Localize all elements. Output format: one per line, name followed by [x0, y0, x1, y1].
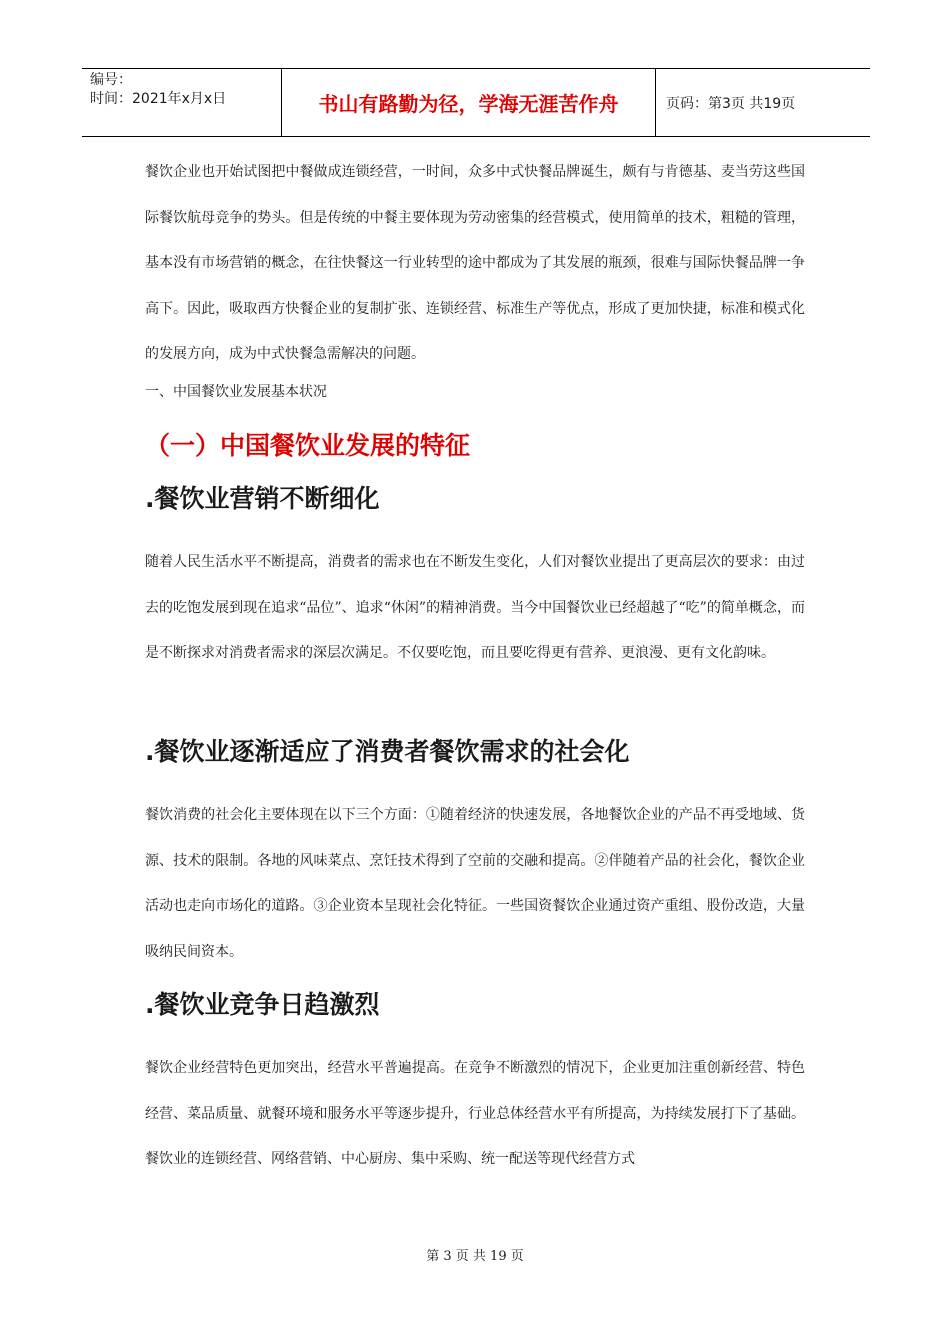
intro-block	[145, 150, 805, 378]
point-title-1: .餐饮业营销不断细化	[145, 484, 380, 513]
point-body-2: 餐饮消费的社会化主要体现在以下三个方面：①随着经济的快速发展，各地餐饮企业的产品不再受地域、货源、技术的限制。各地的风味菜点、烹饪技术得到了空前的交融和提高。②伴随着产品的社会化，餐饮企业活动也走向市场化的道路。③企业资本呈现社会化特征。一些国资餐饮企业通过资产重组、股份改造，大量吸纳民间资本。	[145, 807, 805, 960]
serial-label: 编号：	[90, 72, 132, 88]
point-body-3: 餐饮企业经营特色更加突出，经营水平普遍提高。在竞争不断激烈的情况下，企业更加注重创新经营、特色经营、菜品质量、就餐环境和服务水平等逐步提升，行业总体经营水平有所提高，为持续发展打下了基础。餐饮业的连锁经营、网络营销、中心厨房、集中采购、统一配送等现代经营方式	[145, 1060, 805, 1168]
time-label: 时间：2021年x月x日	[90, 91, 227, 107]
point-body-3-block	[145, 1046, 805, 1183]
header-page-info: 页码：第3页 共19页	[666, 95, 796, 112]
point-title-2: .餐饮业逐渐适应了消费者餐饮需求的社会化	[145, 737, 630, 766]
subsection-title: （一）中国餐饮业发展的特征	[145, 431, 471, 460]
section-title: 一、中国餐饮业发展基本状况	[145, 384, 327, 400]
point-body-1: 随着人民生活水平不断提高，消费者的需求也在不断发生变化，人们对餐饮业提出了更高层次的要求：由过去的吃饱发展到现在追求“品位”、追求“休闲”的精神消费。当今中国餐饮业已经超越了“吃”的简单概念，而是不断探求对消费者需求的深层次满足。不仅要吃饱，而且要吃得更有营养、更浪漫、更有文化韵味。	[145, 554, 805, 662]
page-footer: 第 3 页 共 19 页	[426, 1249, 524, 1264]
point-title-3: .餐饮业竞争日趋激烈	[145, 990, 380, 1019]
intro-paragraph: 餐饮企业也开始试图把中餐做成连锁经营，一时间，众多中式快餐品牌诞生，颇有与肯德基、麦当劳这些国际餐饮航母竞争的势头。但是传统的中餐主要体现为劳动密集的经营模式，使用简单的技术，粗糙的管理，基本没有市场营销的概念，在往快餐这一行业转型的途中都成为了其发展的瓶颈，很难与国际快餐品牌一争高下。因此，吸取西方快餐企业的复制扩张、连锁经营、标准生产等优点，形成了更加快捷，标准和模式化的发展方向，成为中式快餐急需解决的问题。	[145, 164, 805, 363]
header-meta	[82, 69, 282, 136]
header-motto: 书山有路勤为径，学海无涯苦作舟	[282, 69, 656, 136]
page-header	[82, 68, 870, 137]
point-body-1-block	[145, 540, 805, 677]
point-body-2-block	[145, 793, 805, 975]
